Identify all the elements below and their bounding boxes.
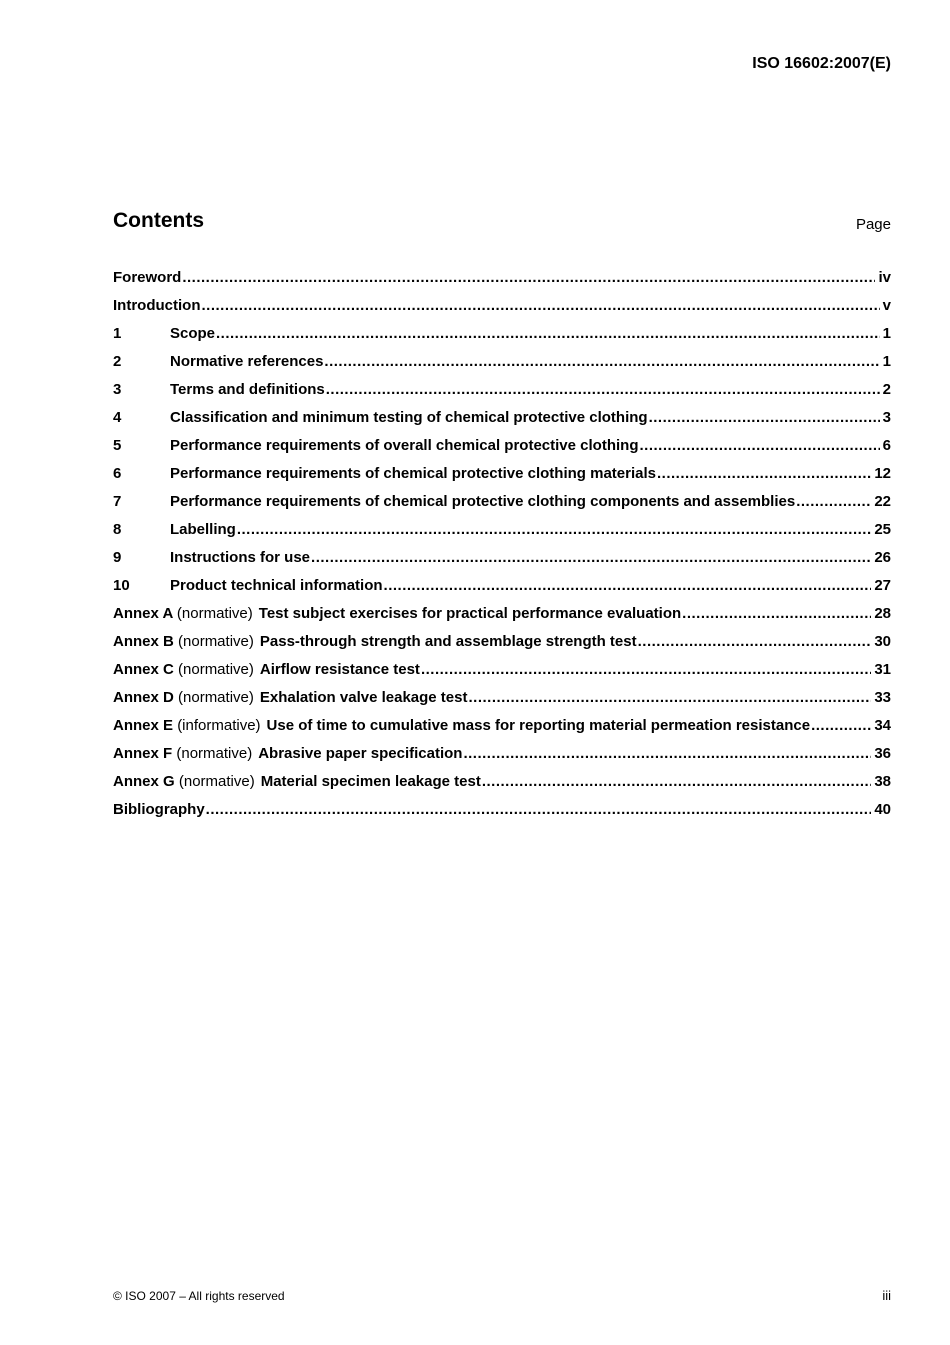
toc-entry-page: v [882, 297, 891, 314]
toc-entry-title: Performance requirements of chemical protective clothing materials [170, 465, 656, 482]
toc-entry-clause-9[interactable] [113, 544, 891, 572]
toc-entry-title: Labelling [170, 521, 236, 538]
toc-leader-dots [182, 264, 875, 292]
toc-leader-dots [463, 740, 871, 768]
toc-entry-title: Pass-through strength and assemblage strength test [259, 633, 637, 650]
footer-page-number: iii [882, 1288, 891, 1303]
table-of-contents [113, 264, 891, 824]
toc-entry-page: iv [878, 269, 891, 286]
toc-entry-title: Instructions for use [170, 549, 311, 566]
toc-leader-dots [201, 292, 879, 320]
toc-annex-type: (normative) [178, 661, 254, 678]
toc-annex-label: Annex E [113, 717, 174, 734]
toc-entry-clause-5[interactable] [113, 432, 891, 460]
page-column-label: Page [855, 216, 891, 233]
toc-entry-clause-4[interactable] [113, 404, 891, 432]
toc-entry-clause-1[interactable] [113, 320, 891, 348]
toc-entry-page: 27 [874, 577, 891, 594]
toc-entry-page: 3 [882, 409, 891, 426]
toc-entry-number: 2 [113, 353, 122, 370]
toc-entry-number: 6 [113, 465, 122, 482]
toc-leader-dots [237, 516, 871, 544]
toc-leader-dots [482, 768, 871, 796]
toc-entry-annex-g[interactable] [113, 768, 891, 796]
toc-annex-label: Annex C [113, 661, 174, 678]
toc-annex-type: (normative) [176, 745, 253, 762]
toc-annex-label: Annex B [113, 633, 174, 650]
toc-leader-dots [311, 544, 871, 572]
toc-entry-annex-d[interactable] [113, 684, 891, 712]
toc-leader-dots [216, 320, 880, 348]
document-id: ISO 16602:2007(E) [752, 55, 891, 72]
toc-entry-title: Abrasive paper specification [258, 745, 463, 762]
toc-entry-bibliography[interactable] [113, 796, 891, 824]
toc-entry-page: 1 [882, 325, 891, 342]
toc-entry-foreword[interactable] [113, 264, 891, 292]
toc-entry-page: 12 [874, 465, 891, 482]
toc-entry-annex-c[interactable] [113, 656, 891, 684]
toc-entry-number: 9 [113, 549, 122, 566]
toc-annex-prefix [113, 628, 254, 656]
toc-annex-type: (normative) [178, 633, 254, 650]
toc-entry-clause-7[interactable] [113, 488, 891, 516]
toc-entry-page: 6 [882, 437, 891, 454]
toc-annex-label: Annex G [113, 773, 175, 790]
toc-annex-label: Annex F [113, 745, 173, 762]
toc-entry-number: 4 [113, 409, 122, 426]
toc-leader-dots [811, 712, 871, 740]
toc-annex-prefix [113, 600, 253, 628]
toc-annex-prefix [113, 656, 254, 684]
toc-annex-type: (normative) [178, 773, 255, 790]
toc-entry-annex-a[interactable] [113, 600, 891, 628]
toc-entry-annex-f[interactable] [113, 740, 891, 768]
toc-entry-page: 38 [874, 773, 891, 790]
toc-leader-dots [326, 376, 880, 404]
toc-entry-title: Bibliography [113, 801, 205, 818]
toc-entry-number: 5 [113, 437, 122, 454]
toc-entry-page: 40 [874, 801, 891, 818]
toc-leader-dots [638, 628, 872, 656]
toc-leader-dots [421, 656, 871, 684]
toc-leader-dots [324, 348, 879, 376]
toc-entry-clause-3[interactable] [113, 376, 891, 404]
toc-entry-page: 1 [882, 353, 891, 370]
toc-entry-title: Scope [170, 325, 216, 342]
toc-entry-title: Product technical information [170, 577, 383, 594]
toc-leader-dots [649, 404, 880, 432]
toc-annex-type: (informative) [177, 717, 261, 734]
toc-entry-title: Classification and minimum testing of chemical protective clothing [170, 409, 648, 426]
toc-entry-number: 8 [113, 521, 122, 538]
toc-entry-page: 30 [874, 633, 891, 650]
toc-entry-title: Introduction [113, 297, 201, 314]
toc-annex-type: (normative) [176, 605, 253, 622]
toc-entry-title: Foreword [113, 269, 182, 286]
toc-leader-dots [639, 432, 879, 460]
toc-entry-title: Normative references [170, 353, 324, 370]
toc-entry-clause-6[interactable] [113, 460, 891, 488]
toc-annex-prefix [113, 712, 261, 740]
toc-entry-introduction[interactable] [113, 292, 891, 320]
toc-entry-title: Material specimen leakage test [260, 773, 481, 790]
footer-copyright: © ISO 2007 – All rights reserved [113, 1289, 285, 1303]
toc-leader-dots [206, 796, 872, 824]
toc-leader-dots [796, 488, 871, 516]
toc-entry-page: 36 [874, 745, 891, 762]
toc-entry-clause-8[interactable] [113, 516, 891, 544]
toc-entry-clause-2[interactable] [113, 348, 891, 376]
toc-entry-number: 10 [113, 577, 130, 594]
toc-entry-number: 7 [113, 493, 122, 510]
toc-leader-dots [384, 572, 872, 600]
toc-entry-page: 28 [874, 605, 891, 622]
toc-leader-dots [682, 600, 871, 628]
toc-entry-number: 1 [113, 325, 122, 342]
toc-annex-label: Annex D [113, 689, 174, 706]
toc-entry-annex-b[interactable] [113, 628, 891, 656]
toc-entry-title: Airflow resistance test [259, 661, 420, 678]
toc-entry-title: Performance requirements of chemical protective clothing components and assemblies [170, 493, 796, 510]
toc-entry-title: Test subject exercises for practical performance evaluation [258, 605, 682, 622]
contents-heading: Contents [113, 209, 204, 232]
toc-entry-title: Terms and definitions [170, 381, 325, 398]
toc-leader-dots [468, 684, 871, 712]
toc-entry-title: Use of time to cumulative mass for reporting material permeation resistance [266, 717, 811, 734]
toc-entry-title: Performance requirements of overall chemical protective clothing [170, 437, 639, 454]
toc-entry-clause-10[interactable] [113, 572, 891, 600]
toc-entry-page: 2 [882, 381, 891, 398]
toc-entry-page: 25 [874, 521, 891, 538]
toc-entry-title: Exhalation valve leakage test [259, 689, 468, 706]
toc-annex-type: (normative) [178, 689, 254, 706]
toc-annex-prefix [113, 684, 254, 712]
toc-annex-prefix [113, 768, 255, 796]
toc-entry-annex-e[interactable] [113, 712, 891, 740]
toc-entry-page: 31 [874, 661, 891, 678]
toc-entry-page: 22 [874, 493, 891, 510]
toc-entry-page: 34 [874, 717, 891, 734]
toc-entry-page: 33 [874, 689, 891, 706]
toc-leader-dots [657, 460, 871, 488]
toc-annex-prefix [113, 740, 252, 768]
toc-entry-number: 3 [113, 381, 122, 398]
toc-annex-label: Annex A [113, 605, 173, 622]
toc-entry-page: 26 [874, 549, 891, 566]
